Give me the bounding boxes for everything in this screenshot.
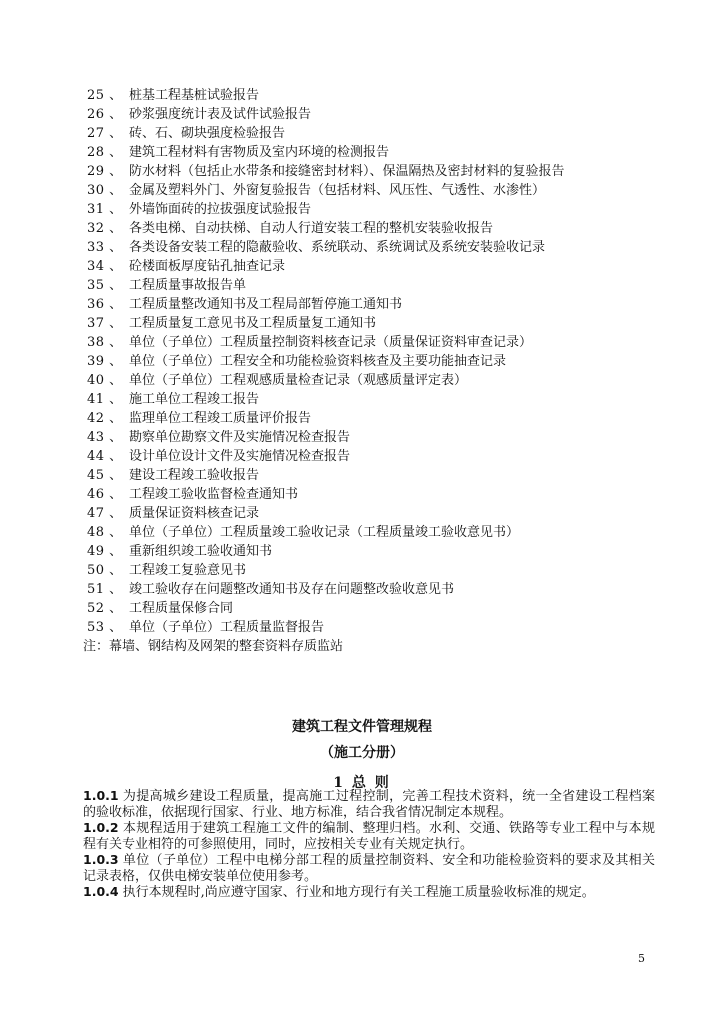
list-note: 注：幕墙、钢结构及网架的整套资料存质监站	[83, 639, 344, 654]
list-item-number: 41 、	[87, 392, 123, 407]
list-item-text: 工程竣工验收监督检查通知书	[129, 487, 299, 502]
list-item	[87, 314, 707, 333]
list-item-number: 49 、	[87, 544, 123, 559]
list-item	[87, 105, 707, 124]
list-item-number: 51 、	[87, 582, 123, 597]
clause-text: 本规程适用于建筑工程施工文件的编制、整理归档。水利、交通、铁路等专业工程中与本规程有关专业相符的可参照使用，同时，应按相关专业有关规定执行。	[83, 821, 655, 852]
list-item-text: 金属及塑料外门、外窗复验报告（包括材料、风压性、气透性、水渗性）	[129, 183, 546, 198]
list-item	[87, 200, 707, 219]
list-item-number: 29 、	[87, 164, 123, 179]
list-item	[87, 447, 707, 466]
list-item-text: 桩基工程基桩试验报告	[129, 88, 260, 103]
clause-number: 1.0.3	[83, 852, 119, 867]
list-item	[87, 219, 707, 238]
clause-text: 单位（子单位）工程中电梯分部工程的质量控制资料、安全和功能检验资料的要求及其相关记录表格，仅供电梯安装单位使用参考。	[83, 853, 655, 884]
list-item-number: 33 、	[87, 240, 123, 255]
list-item-number: 43 、	[87, 430, 123, 445]
list-item	[87, 371, 707, 390]
clause-paragraph	[83, 788, 655, 820]
clause-number: 1.0.4	[83, 884, 119, 899]
clauses-section	[83, 788, 655, 901]
list-item-text: 工程质量整改通知书及工程局部暂停施工通知书	[129, 297, 403, 312]
list-item-number: 27 、	[87, 126, 123, 141]
clause-paragraph	[83, 820, 655, 852]
list-item	[87, 333, 707, 352]
list-item-text: 工程质量保修合同	[129, 601, 234, 616]
list-item-text: 各类电梯、自动扶梯、自动人行道安装工程的整机安装验收报告	[129, 221, 494, 236]
list-item	[87, 599, 707, 618]
list-item	[87, 504, 707, 523]
clause-number: 1.0.2	[83, 820, 119, 835]
list-item-text: 单位（子单位）工程观感质量检查记录（观感质量评定表）	[129, 373, 468, 388]
list-item-number: 47 、	[87, 506, 123, 521]
list-item-text: 质量保证资料核查记录	[129, 506, 260, 521]
list-item-text: 重新组织竣工验收通知书	[129, 544, 273, 559]
list-item-number: 36 、	[87, 297, 123, 312]
list-item	[87, 523, 707, 542]
clause-paragraph	[83, 852, 655, 884]
list-item	[87, 257, 707, 276]
list-item-text: 单位（子单位）工程质量竣工验收记录（工程质量竣工验收意见书）	[129, 525, 520, 540]
list-item-number: 31 、	[87, 202, 123, 217]
list-item-number: 32 、	[87, 221, 123, 236]
list-item	[87, 276, 707, 295]
list-item-number: 28 、	[87, 145, 123, 160]
list-item	[87, 143, 707, 162]
list-item-text: 各类设备安装工程的隐蔽验收、系统联动、系统调试及系统安装验收记录	[129, 240, 546, 255]
list-item-text: 单位（子单位）工程安全和功能检验资料核查及主要功能抽查记录	[129, 354, 507, 369]
list-item-number: 52 、	[87, 601, 123, 616]
list-item-text: 竣工验收存在问题整改通知书及存在问题整改验收意见书	[129, 582, 455, 597]
list-item	[87, 162, 707, 181]
list-item	[87, 542, 707, 561]
list-item-number: 34 、	[87, 259, 123, 274]
list-item-text: 建设工程竣工验收报告	[129, 468, 260, 483]
list-item	[87, 561, 707, 580]
list-item	[87, 124, 707, 143]
list-item-number: 48 、	[87, 525, 123, 540]
list-item-text: 工程质量复工意见书及工程质量复工通知书	[129, 316, 377, 331]
list-item	[87, 390, 707, 409]
document-list	[87, 86, 707, 637]
list-item	[87, 86, 707, 105]
list-item-number: 39 、	[87, 354, 123, 369]
list-item-number: 38 、	[87, 335, 123, 350]
list-item-text: 监理单位工程竣工质量评价报告	[129, 411, 312, 426]
chapter-heading: 1 总 则	[333, 775, 391, 791]
list-item-text: 施工单位工程竣工报告	[129, 392, 260, 407]
list-item-text: 勘察单位勘察文件及实施情况检查报告	[129, 430, 351, 445]
list-item	[87, 485, 707, 504]
list-item-number: 35 、	[87, 278, 123, 293]
list-item-number: 37 、	[87, 316, 123, 331]
list-item-text: 工程质量事故报告单	[129, 278, 247, 293]
list-item	[87, 428, 707, 447]
list-item	[87, 466, 707, 485]
list-item-text: 外墙饰面砖的拉拔强度试验报告	[129, 202, 312, 217]
list-item-number: 42 、	[87, 411, 123, 426]
list-item-text: 单位（子单位）工程质量控制资料核查记录（质量保证资料审查记录）	[129, 335, 533, 350]
list-item	[87, 295, 707, 314]
list-item-text: 砂浆强度统计表及试件试验报告	[129, 107, 312, 122]
list-item	[87, 352, 707, 371]
list-item-number: 45 、	[87, 468, 123, 483]
clause-paragraph	[83, 884, 655, 901]
list-item-number: 44 、	[87, 449, 123, 464]
list-item	[87, 238, 707, 257]
list-item-number: 30 、	[87, 183, 123, 198]
clause-text: 为提高城乡建设工程质量，提高施工过程控制，完善工程技术资料，统一全省建设工程档案的验收标准，依据现行国家、行业、地方标准，结合我省情况制定本规程。	[83, 789, 655, 820]
list-item-number: 53 、	[87, 620, 123, 635]
list-item-text: 单位（子单位）工程质量监督报告	[129, 620, 325, 635]
list-item-number: 25 、	[87, 88, 123, 103]
list-item	[87, 618, 707, 637]
list-item-text: 防水材料（包括止水带条和接缝密封材料）、保温隔热及密封材料的复验报告	[129, 164, 565, 179]
list-item	[87, 409, 707, 428]
clause-number: 1.0.1	[83, 788, 119, 803]
list-item-number: 50 、	[87, 563, 123, 578]
list-item-text: 砼楼面板厚度钻孔抽查记录	[129, 259, 286, 274]
list-item	[87, 580, 707, 599]
list-item-text: 建筑工程材料有害物质及室内环境的检测报告	[129, 145, 390, 160]
list-item-number: 40 、	[87, 373, 123, 388]
document-subtitle: （施工分册）	[320, 745, 404, 761]
list-item-number: 46 、	[87, 487, 123, 502]
list-item-text: 砖、石、砌块强度检验报告	[129, 126, 286, 141]
list-item-number: 26 、	[87, 107, 123, 122]
list-item-text: 工程竣工复验意见书	[129, 563, 247, 578]
document-title: 建筑工程文件管理规程	[292, 719, 432, 735]
page-number: 5	[638, 952, 645, 965]
list-item	[87, 181, 707, 200]
list-item-text: 设计单位设计文件及实施情况检查报告	[129, 449, 351, 464]
clause-text: 执行本规程时,尚应遵守国家、行业和地方现行有关工程施工质量验收标准的规定。	[122, 885, 595, 900]
